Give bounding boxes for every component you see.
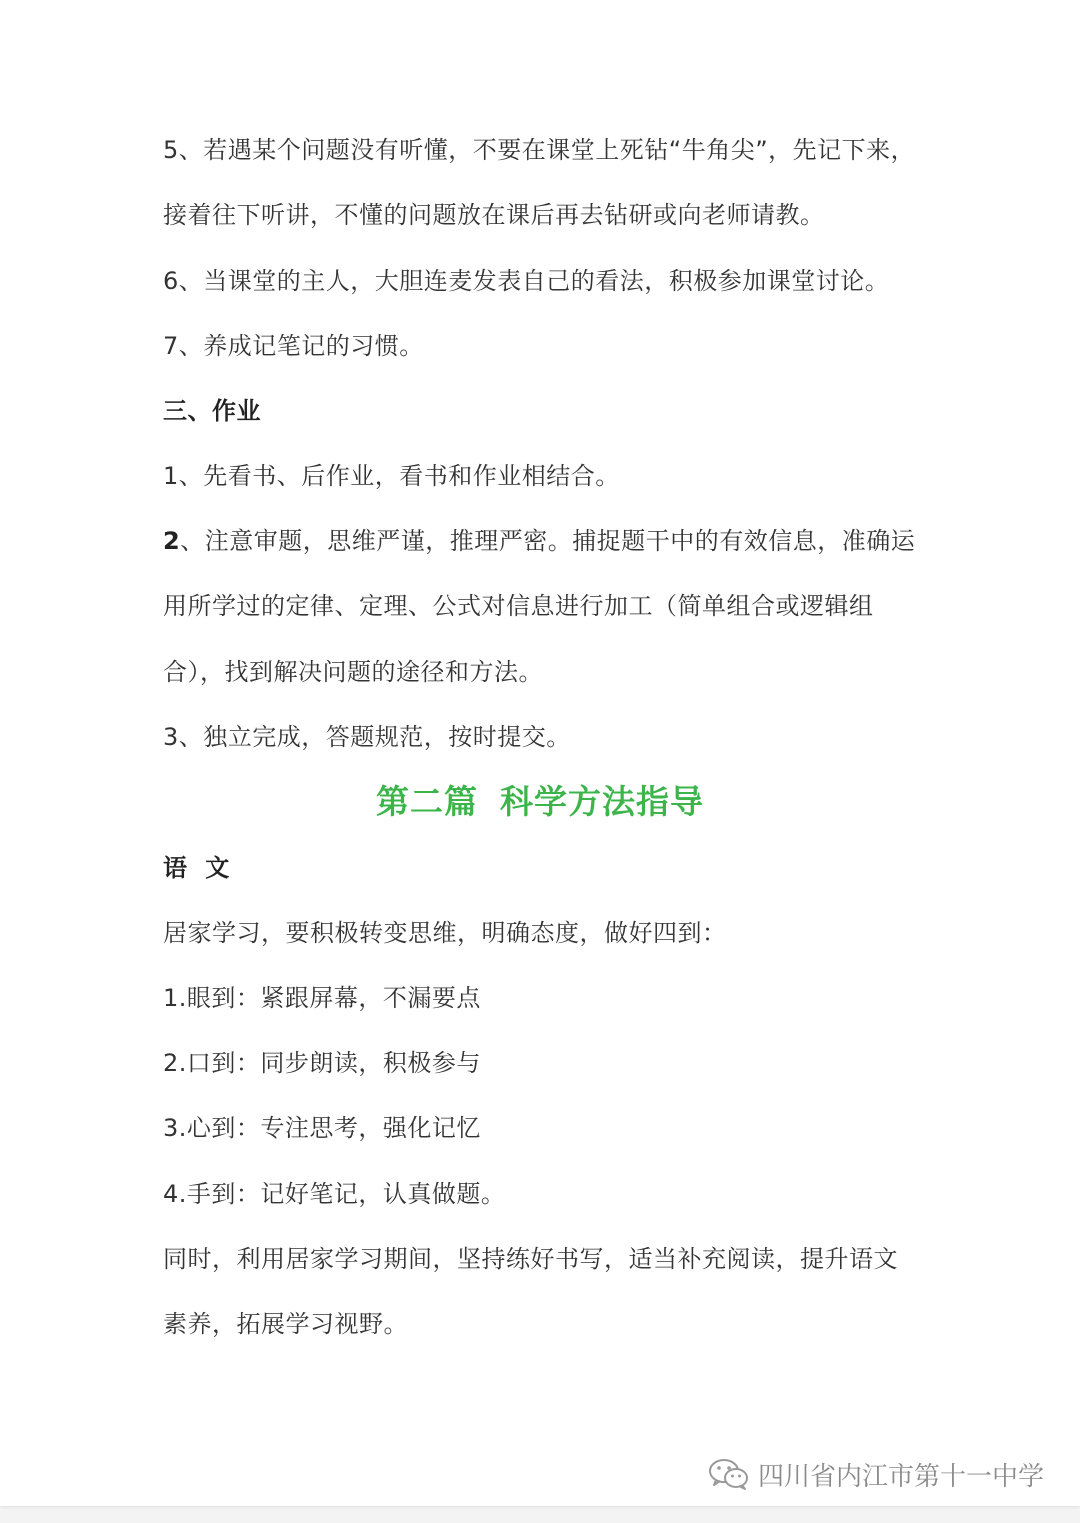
homework-item-2-line-2: 用所学过的定律、定理、公式对信息进行加工（简单组合或逻辑组 [163,592,874,620]
chinese-item-4: 4.手到：记好笔记，认真做题。 [163,1180,506,1208]
account-watermark [708,1454,1044,1494]
chinese-intro: 居家学习，要积极转变思维，明确态度，做好四到： [163,919,727,947]
homework-item-2-line-1 [163,525,915,557]
homework-item-2-text: 、注意审题，思维严谨，推理严密。捕捉题干中的有效信息，准确运 [180,527,916,555]
homework-item-1: 1、先看书、后作业，看书和作业相结合。 [163,462,620,490]
paragraph-5-line-2: 接着往下听讲，不懂的问题放在课后再去钻研或向老师请教。 [163,201,825,229]
homework-heading: 三、作业 [163,397,261,425]
paragraph-5-line-1: 5、若遇某个问题没有听懂，不要在课堂上死钻“牛角尖”，先记下来， [163,136,916,164]
homework-item-2-line-3: 合），找到解决问题的途径和方法。 [163,658,543,686]
chinese-item-3: 3.心到：专注思考，强化记忆 [163,1114,481,1142]
paragraph-7: 7、养成记笔记的习惯。 [163,332,424,360]
section-part-label: 第二篇 [376,782,478,821]
homework-item-2-number: 2 [163,527,181,555]
wechat-icon [708,1457,750,1491]
paragraph-6: 6、当课堂的主人，大胆连麦发表自己的看法，积极参加课堂讨论。 [163,267,890,295]
chinese-heading: 语 文 [163,854,230,882]
watermark-text: 四川省内江市第十一中学 [757,1461,1044,1492]
homework-item-3: 3、独立完成，答题规范，按时提交。 [163,723,571,751]
section-title-text: 科学方法指导 [500,782,704,821]
chinese-item-2: 2.口到：同步朗读，积极参与 [163,1049,481,1077]
chinese-closing-line-2: 素养，拓展学习视野。 [163,1310,408,1338]
chinese-item-1: 1.眼到：紧跟屏幕，不漏要点 [163,984,481,1012]
section-title [0,781,1080,823]
chinese-closing-line-1: 同时，利用居家学习期间，坚持练好书写，适当补充阅读，提升语文 [163,1245,898,1273]
